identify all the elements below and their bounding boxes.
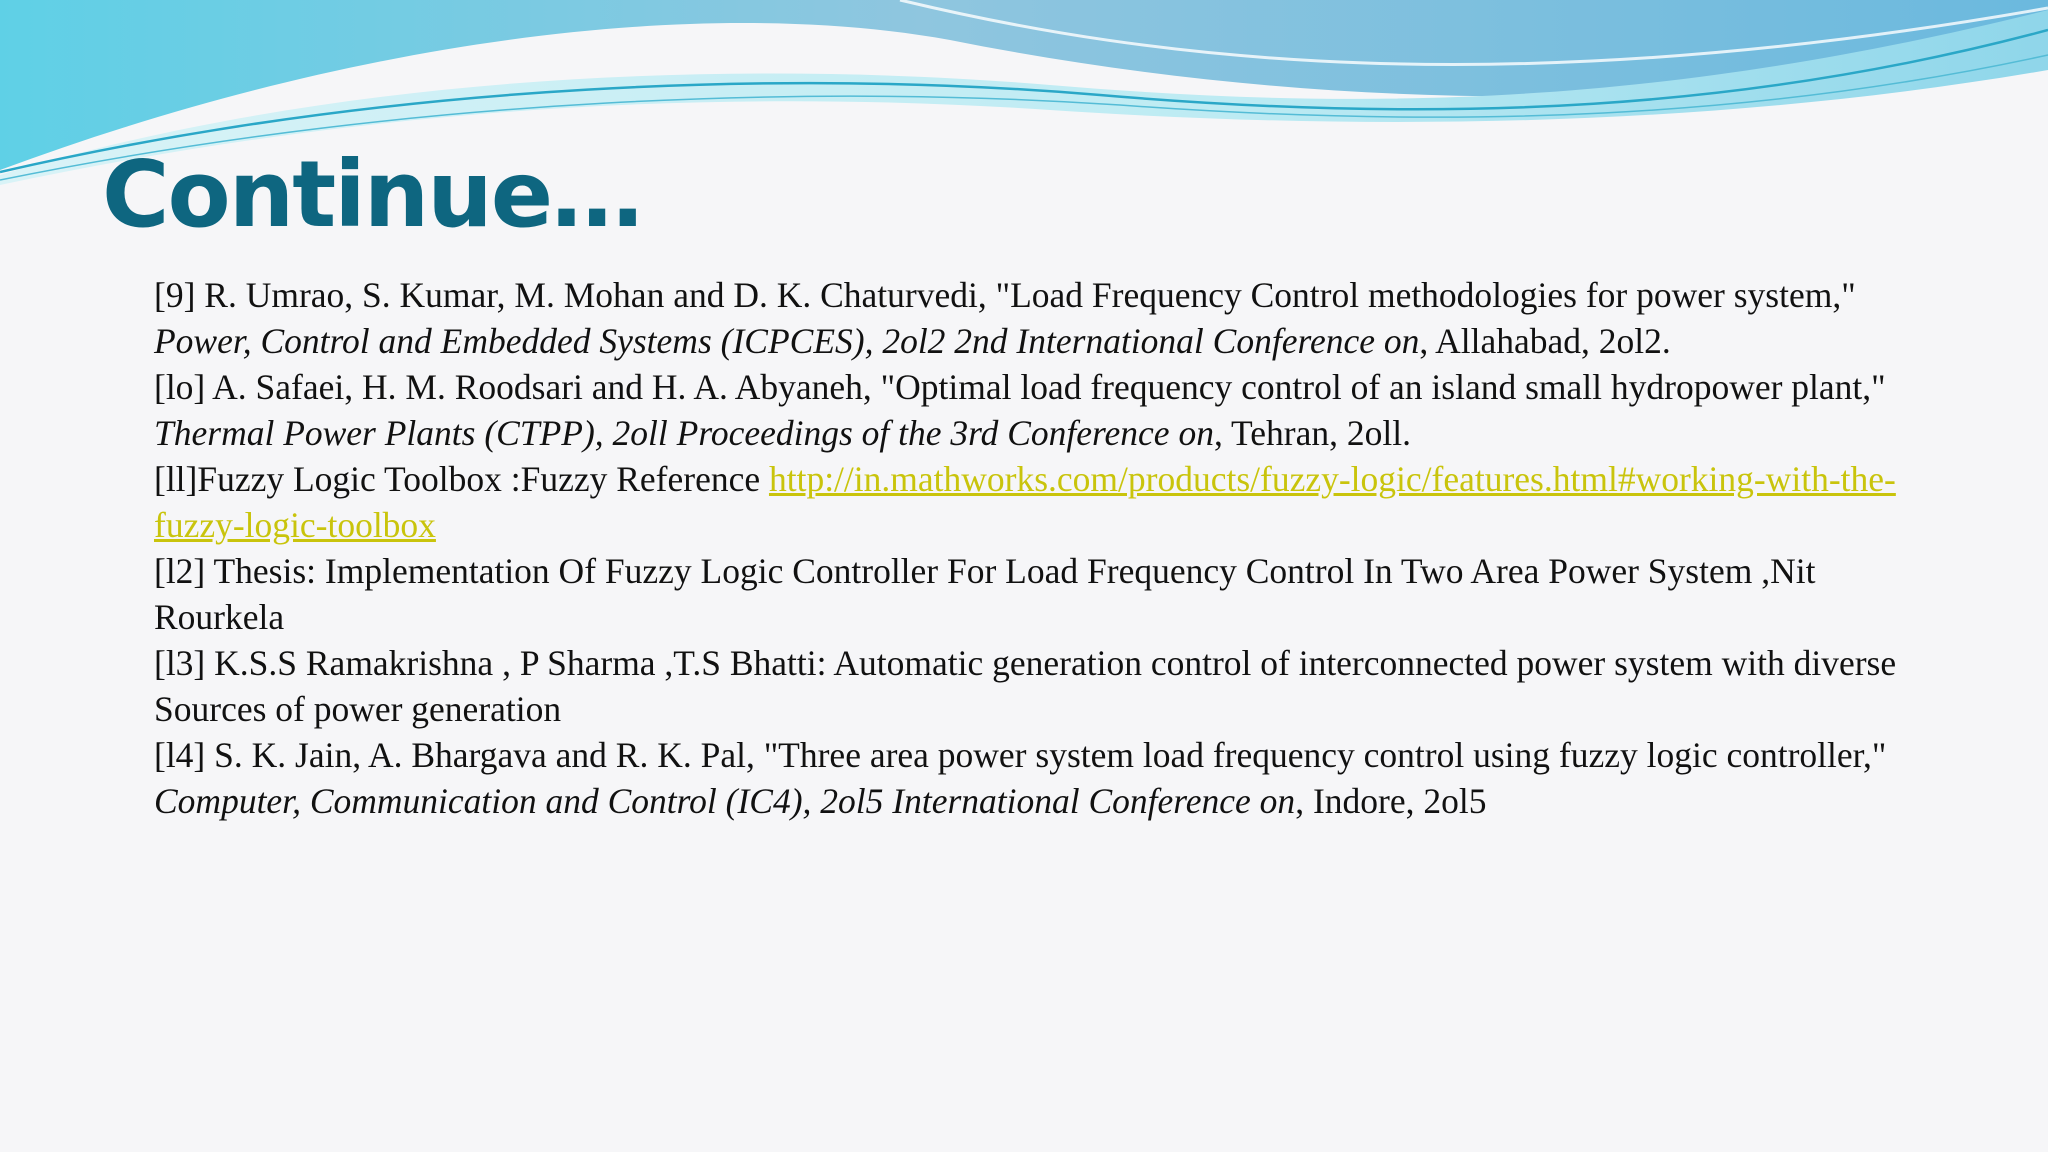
reference-13: [l3] K.S.S Ramakrishna , P Sharma ,T.S Bhatti: Automatic generation control of interconnected power system with diverse Sources of power generation bbox=[154, 643, 1897, 729]
reference-9 bbox=[154, 272, 1954, 364]
reference-journal: Power, Control and Embedded Systems (ICPCES), 2ol2 2nd International Conference on bbox=[154, 321, 1420, 361]
reference-14 bbox=[154, 732, 1954, 824]
reference-text: [l4] S. K. Jain, A. Bhargava and R. K. Pal, "Three area power system load frequency control using fuzzy logic controller," bbox=[154, 735, 1887, 775]
reference-text: , Tehran, 2oll. bbox=[1213, 413, 1411, 453]
slide-title: Continue… bbox=[102, 141, 642, 248]
reference-text: , Indore, 2ol5 bbox=[1295, 781, 1487, 821]
reference-text: [9] R. Umrao, S. Kumar, M. Mohan and D. K. Chaturvedi, "Load Frequency Control methodologies for power system," bbox=[154, 275, 1856, 315]
reference-10 bbox=[154, 364, 1954, 456]
reference-journal: Computer, Communication and Control (IC4), 2ol5 International Conference on bbox=[154, 781, 1296, 821]
reference-journal: Thermal Power Plants (CTPP), 2oll Proceedings of the 3rd Conference on bbox=[154, 413, 1214, 453]
reference-text: , Allahabad, 2ol2. bbox=[1419, 321, 1671, 361]
references-list bbox=[154, 272, 1954, 824]
reference-text: [lo] A. Safaei, H. M. Roodsari and H. A. Abyaneh, "Optimal load frequency control of an island small hydropower plant," bbox=[154, 367, 1886, 407]
reference-12: [l2] Thesis: Implementation Of Fuzzy Logic Controller For Load Frequency Control In Two Area Power System ,Nit Rourkela bbox=[154, 551, 1816, 637]
reference-link[interactable]: http://in.mathworks.com/products/fuzzy-logic/features.html#working-with-the-fuzzy-logic-toolbox bbox=[154, 459, 1896, 545]
reference-11 bbox=[154, 456, 1954, 548]
reference-text: [ll]Fuzzy Logic Toolbox :Fuzzy Reference bbox=[154, 459, 769, 499]
